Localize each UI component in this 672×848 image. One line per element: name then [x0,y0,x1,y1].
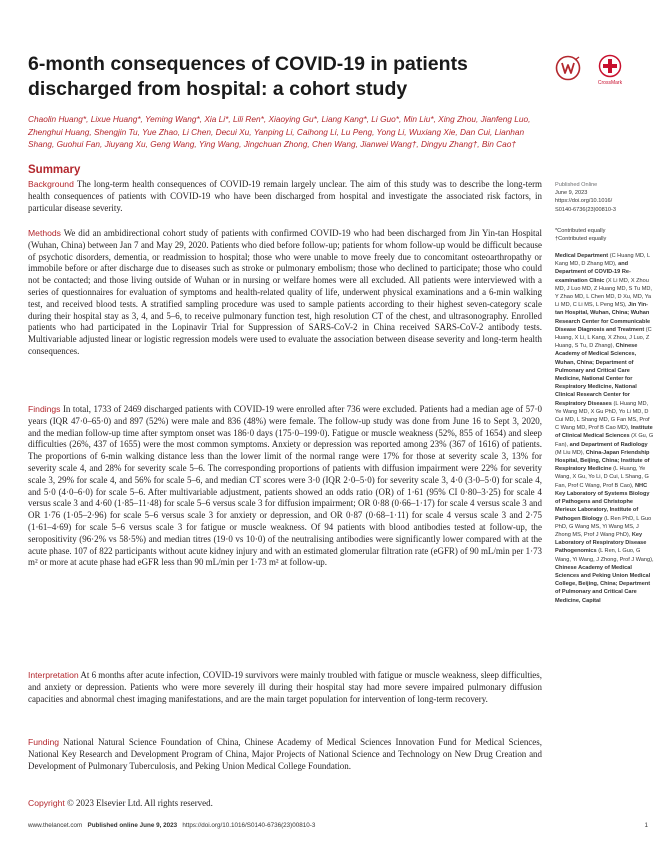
lancet-logo-icon [555,55,581,81]
note-contributed-equally: *Contributed equally [555,228,606,234]
findings-label: Findings [28,404,61,414]
publication-info [555,181,655,214]
affiliation-members: (C Huang, X Li, L Kang, X Zhou, J Luo, Z Huang, S Tu, D Zhang), [555,326,652,350]
affiliation-org: NHC Key Laboratory of Systems Biology of Pathogens and Christophe Merieux Laboratory, Institute of Pathogen Biology [555,482,650,522]
footer-published: Published online June 9, 2023 [87,822,178,829]
affiliation-members: (L Ren, L Guo, G Wang, Yi Wang, J Zhong, Prof J Wang), [555,548,654,563]
affiliation-org: and Department of COVID-19 Re-examination Clinic [555,261,631,284]
affiliation-members: (X Li MD, X Zhou MD, J Luo MD, Z Huang MD, S Tu MD, Y Zhao MD, L Chen MD, D Xu, MD, Ya Li MD, C Li MS, L Peng MS), [555,277,652,309]
interpretation-text: At 6 months after acute infection, COVID-19 survivors were mainly troubled with fatigue or muscle weakness, sleep difficulties, and anxiety or depression. Patients who were more severely ill during their hospital stay had more severe impaired pulmonary diffusion capacities and abnormal chest imaging manifestations, and are the main target population for intervention of long-term recovery. [28,670,542,704]
findings-text: In total, 1733 of 2469 discharged patients with COVID-19 were enrolled after 736 were excluded. Patients had a median age of 57·0 years (IQR 47·0–65·0) and 897 (52%) were male and 836 (48%) were female. The follow-up study was done from June 16 to Sept 3, 2020, and the median follow-up time after symptom onset was 186·0 days (175·0–199·0). Fatigue or muscle weakness (52%, 855 of 1654) and sleep difficulties (26%, 437 of 1655) were the most common symptoms. Anxiety or depression was reported among 23% (367 of 1616) of patients. The proportions of 6-min walking distance less than the lower limit of the normal range were 17% for those at severity scale 3, 13% for severity scale 4, and 28% for severity scale 5–6. The corresponding proportions of patients with diffusion impairment were 22% for severity scale 3, 29% for scale 4, and 56% for scale 5–6, and median CT scores were 3·0 (IQR 2·0–5·0) for severity scale 3, 4·0 (3·0–5·0) for scale 4, and 5·0 (4·0–6·0) for scale 5–6. After multivariable adjustment, patients showed an odds ratio (OR) of 1·61 (95% CI 0·80–3·25) for scale 4 versus scale 3 and 4·60 (1·85–11·48) for scale 5–6 versus scale 3 for diffusion impairment; OR 0·88 (0·66–1·17) for scale 4 versus scale 3 and OR 1·76 (1·05–2·96) for scale 5–6 versus scale 3 for anxiety or depression, and OR 0·87 (0·68–1·11) for scale 4 versus scale 3 and 2·75 (1·61–4·69) for scale 5–6 versus scale 3 for fatigue or muscle weakness. Of 94 patients with blood antibodies tested at follow-up, the seropositivity (96·2% vs 58·5%) and median titres (19·0 vs 10·0) of the neutralising antibodies were significantly lower compared with at the acute phase. 107 of 822 participants without acute kidney injury and with an estimated glomerular filtration rate (eGFR) of 90 mL/min per 1·73 m² or more at acute phase had eGFR less than 90 mL/min per 1·73 m² at follow-up. [28,404,543,568]
affiliation-members: (L Ren PhD, L Guo PhD, G Wang MS, Yi Wang MS, J Zhong MS, Prof J Wang PhD), [555,515,652,538]
doi-line-1[interactable]: https://doi.org/10.1016/ [555,198,613,205]
affiliation-members: (M Liu MD), [555,449,586,456]
methods-section [28,228,542,358]
affiliation-org: Key Laboratory of Respiratory Disease Pathogenomics [555,531,647,555]
footer-doi[interactable]: https://doi.org/10.1016/S0140-6736(23)00810-3 [182,822,316,829]
background-text: The long-term health consequences of COVID-19 remain largely unclear. The aim of this study was to describe the long-term health consequences of patients with COVID-19 who have been discharged from hospital and investigate the associated risk factors, in particular disease severity. [28,179,542,213]
article-title: 6-month consequences of COVID-19 in patients discharged from hospital: a cohort study [28,53,468,100]
summary-heading: Summary [28,164,81,176]
note-contributed-equally-dagger: †Contributed equally [555,236,607,243]
affiliation-org: Medical Department [555,253,609,259]
published-date: June 9, 2023 [555,190,588,197]
affiliation-org: and Department of Radiology [569,441,648,448]
funding-label: Funding [28,737,60,747]
affiliation-org: Chinese Academy of Medical Sciences and Peking Union Medical College, Beijing, China; Department of Pulmonary and Critical Care Medicine, Capital [555,564,651,604]
published-label: Published Online [555,182,598,188]
affiliations [555,252,655,605]
crossmark-label: CrossMark [597,80,623,86]
affiliation-org: Chinese Academy of Medical Sciences, Wuhan, China; Department of Pulmonary and Critical Care Medicine, National Center for Respiratory Medicine, National Clinical Research Center for Respiratory Diseases [555,343,638,407]
affiliation-members: (L Huang, Ye Wang, X Gu, Yo Li, D Cui, L Shang, G Fan, Prof C Wang, Prof B Cao), [555,466,649,489]
findings-section [28,404,542,569]
page-number: 1 [644,822,648,829]
page-footer [28,822,648,829]
crossmark-logo[interactable] [594,54,626,88]
copyright-section [28,798,542,810]
affiliation-org: Institute of Clinical Medical Sciences [555,425,653,440]
affiliation-org: China-Japan Friendship Hospital, Beijing, China; Institute of Respiratory Medicine [555,449,650,473]
funding-section [28,737,542,772]
affiliation-members: (X Gu, G Fan), [555,433,654,448]
interpretation-section [28,670,542,705]
doi-line-2[interactable]: S0140-6736(23)00810-3 [555,206,616,213]
background-section [28,179,542,214]
author-list: Chaolin Huang*, Lixue Huang*, Yeming Wang*, Xia Li*, Lili Ren*, Xiaoying Gu*, Liang Kang*, Li Guo*, Min Liu*, Xing Zhou, Jianfeng Luo, Zhenghui Huang, Shengjin Tu, Yue Zhao, Li Chen, Decui Xu, Yanping Li, Caihong Li, Lu Peng, Yong Li, Wuxiang Xie, Dan Cui, Lianhan Shang, Guohui Fan, Jiuyang Xu, Geng Wang, Ying Wang, Jingchuan Zhong, Chen Wang, Jianwei Wang†, Dingyu Zhang†, Bin Cao† [28,114,531,149]
copyright-text: © 2023 Elsevier Ltd. All rights reserved. [64,798,213,808]
contribution-notes [555,227,655,243]
affiliation-members: (L Huang MD, Ye Wang MD, X Gu PhD, Yo Li MD, D Cui MD, L Shang MD, G Fan MS, Prof C Wang MD, Prof B Cao MD), [555,400,650,432]
background-label: Background [28,179,74,189]
copyright-label: Copyright [28,798,65,808]
footer-site[interactable]: www.thelancet.com [28,822,83,829]
methods-label: Methods [28,228,61,238]
affiliation-org: Jin Yin-tan Hospital, Wuhan, China; Wuhan Research Center for Communicable Disease Diagnosis and Treatment [555,302,651,333]
crossmark-icon [594,54,626,80]
funding-text: National Natural Science Foundation of China, Chinese Academy of Medical Sciences Innovation Fund for Medical Sciences, National Key Research and Development Program of China, Major Projects of National Science and Technology on New Drug Creation and Development of Pulmonary Tuberculosis, and Peking Union Medical College Foundation. [28,737,542,771]
methods-text: We did an ambidirectional cohort study of patients with confirmed COVID-19 who had been discharged from Jin Yin-tan Hospital (Wuhan, China) between Jan 7 and May 29, 2020. Patients who died before follow-up; patients for whom follow-up would be difficult because of psychotic disorders, dementia, or readmission to hospital; those who were unable to move freely due to concomitant osteoarthropathy or immobile before or after discharge due to diseases such as stroke or pulmonary embolism; those who declined to participate; those who could not be contacted; and those living outside of Wuhan or in nursing or welfare homes were all excluded. All patients were interviewed with a series of questionnaires for evaluation of symptoms and health-related quality of life, underwent physical examinations and a 6-min walking test, and received blood tests. A stratified sampling procedure was used to sample patients according to their highest seven-category scale during their hospital stay as 3, 4, and 5–6, to receive pulmonary function test, high resolution CT of the chest, and ultrasonography. Enrolled patients who had participated in the Lopinavir Trial for Suppression of SARS-CoV-2 in China received SARS-CoV-2 antibody tests. Multivariable adjusted linear or logistic regression models were used to evaluate the association between disease severity and long-term health consequences. [28,228,542,356]
affiliation-members: (C Huang MD, L Kang MD, D Zhang MD), [555,253,650,268]
interpretation-label: Interpretation [28,670,79,680]
